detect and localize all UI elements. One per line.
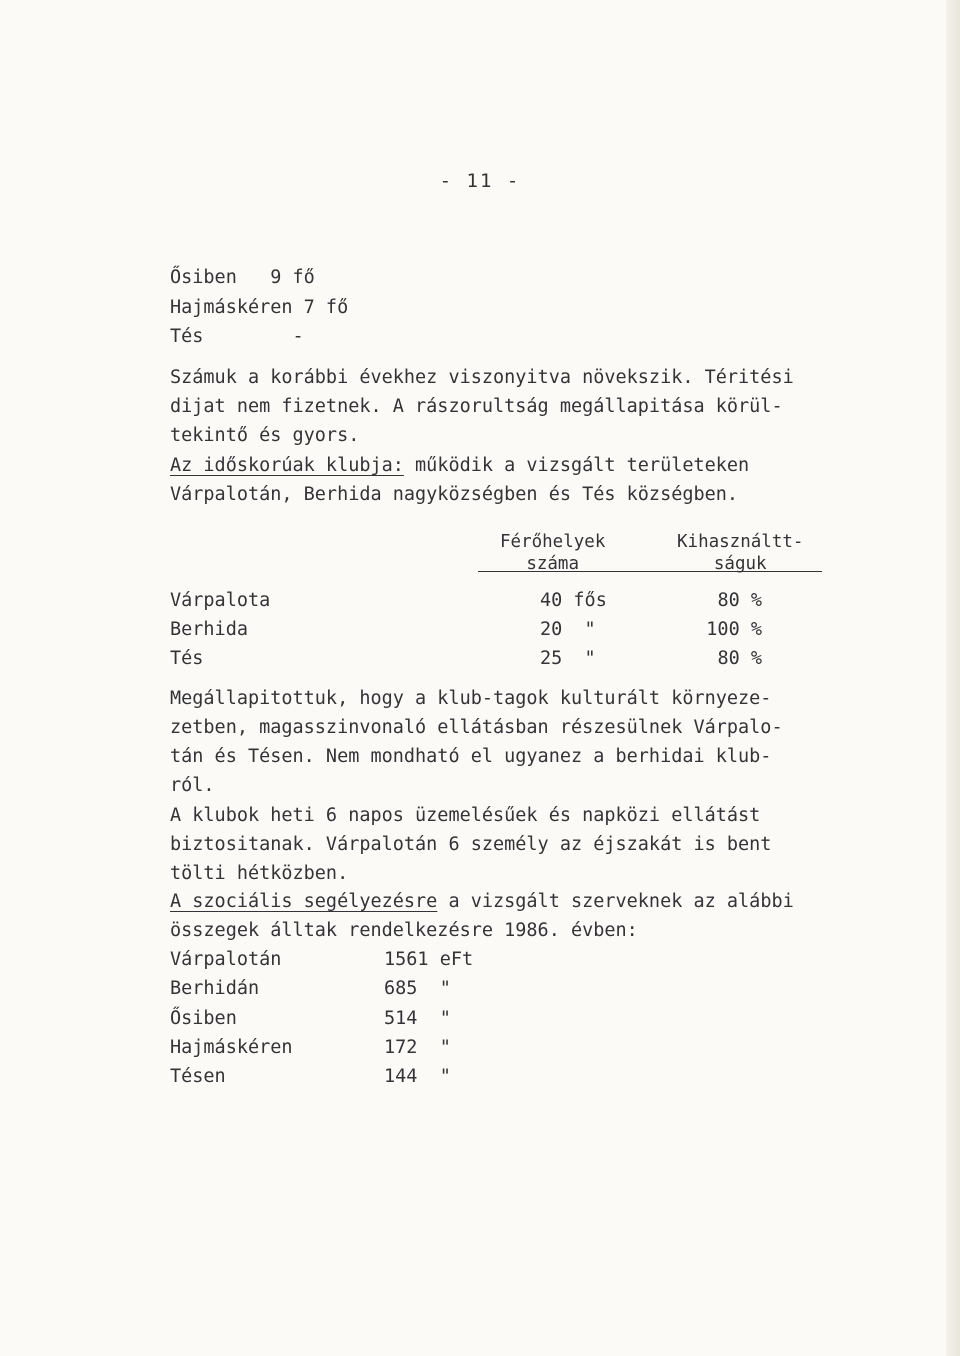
intro-line-osi: Ősiben 9 fő	[170, 267, 315, 288]
paragraph3-line: Megállapitottuk, hogy a klub-tagok kulturált környeze-	[170, 688, 772, 709]
paragraph3-line: tán és Tésen. Nem mondható el ugyanez a berhidai klub-	[170, 746, 772, 767]
amount-value: 514 "	[384, 1008, 451, 1029]
page-edge-shadow	[946, 0, 960, 1356]
paragraph1-line: dijat nem fizetnek. A rászorultság megállapitása körül-	[170, 396, 783, 417]
table-header-usage-line2: ságuk	[713, 554, 767, 574]
amount-place: Berhidán	[170, 978, 260, 999]
amount-place: Ősiben	[170, 1008, 237, 1029]
amount-place: Hajmáskéren	[170, 1037, 293, 1058]
amount-value: 144 "	[384, 1066, 451, 1087]
paragraph3-line: zetben, magasszinvonaló ellátásban részesülnek Várpalo-	[170, 717, 783, 738]
paragraph1-line: Számuk a korábbi évekhez viszonyitva növekszik. Téritési	[170, 367, 794, 388]
table-row-usage: 80 %	[717, 648, 762, 669]
amount-place: Tésen	[170, 1066, 226, 1087]
table-row-usage: 100 %	[706, 619, 762, 640]
paragraph4-line: biztositanak. Várpalotán 6 személy az éjszakát is bent	[170, 834, 772, 855]
table-header-places-line1: Férőhelyek	[500, 532, 606, 552]
paragraph2-line2: Várpalotán, Berhida nagyközségben és Tés községben.	[170, 484, 739, 505]
paragraph2-rest: működik a vizsgált területeken	[403, 455, 750, 476]
table-header-places-line2: száma	[526, 554, 580, 574]
page-number: - 11 -	[439, 170, 521, 192]
table-header-usage	[677, 531, 803, 575]
paragraph5-line1	[170, 890, 794, 914]
paragraph5-line2: összegek álltak rendelkezésre 1986. évben:	[170, 920, 638, 941]
table-header-rule	[478, 571, 822, 572]
table-row-places: 40 fős	[540, 590, 607, 611]
table-row-name: Várpalota	[170, 590, 271, 611]
amount-value: 1561 eFt	[384, 949, 474, 970]
table-row-usage: 80 %	[717, 590, 762, 611]
amount-value: 172 "	[384, 1037, 451, 1058]
table-header-usage-line1: Kihasználtt-	[677, 532, 804, 552]
intro-line-tes: Tés -	[170, 326, 304, 347]
paragraph5-rest: a vizsgált szerveknek az alábbi	[437, 891, 794, 912]
amount-value: 685 "	[384, 978, 451, 999]
table-row-name: Berhida	[170, 619, 248, 640]
paragraph4-line: tölti hétközben.	[170, 863, 349, 884]
paragraph4-line: A klubok heti 6 napos üzemelésűek és napközi ellátást	[170, 805, 761, 826]
paragraph5-heading: A szociális segélyezésre	[170, 891, 438, 912]
paragraph3-line: ról.	[170, 775, 215, 796]
paragraph1-line: tekintő és gyors.	[170, 425, 360, 446]
table-row-name: Tés	[170, 648, 204, 669]
paragraph2-line1	[170, 454, 749, 478]
paragraph2-heading: Az időskorúak klubja:	[170, 455, 404, 476]
table-row-places: 20 "	[540, 619, 596, 640]
amount-place: Várpalotán	[170, 949, 282, 970]
table-header-places	[500, 531, 605, 575]
table-row-places: 25 "	[540, 648, 596, 669]
intro-line-hajmasker: Hajmáskéren 7 fő	[170, 297, 349, 318]
